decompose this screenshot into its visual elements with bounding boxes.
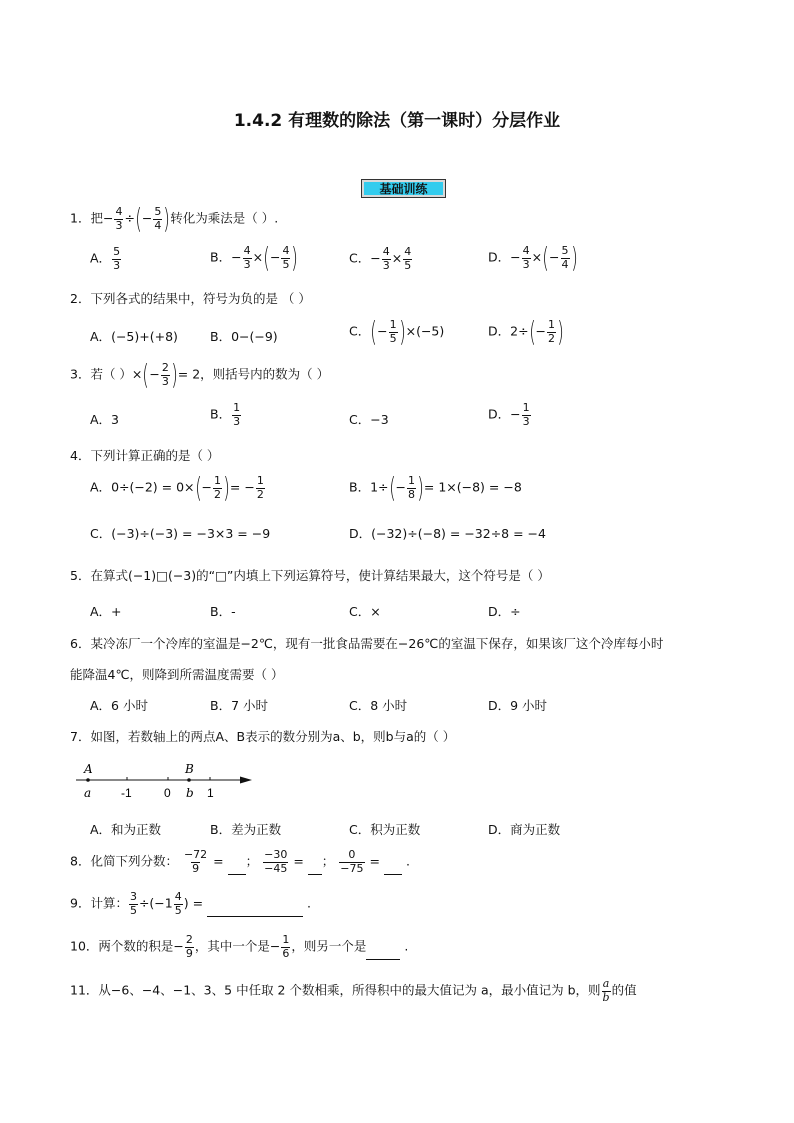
option-6a: A．6 小时 bbox=[90, 698, 148, 713]
point-b-label: B bbox=[185, 762, 194, 776]
question-1: 1．把− $\frac{4}{3}$ ÷(− $\frac{5}{4}$ )转化为乘法是（ ）. bbox=[70, 202, 279, 235]
number-line-figure bbox=[74, 760, 264, 806]
answer-blank[interactable] bbox=[384, 874, 402, 875]
option-1b: B．− $\frac{4}{3}$ ×(− $\frac{4}{5}$ ) bbox=[210, 241, 299, 274]
option-7c: C．积为正数 bbox=[349, 822, 421, 837]
option-7b: B．差为正数 bbox=[210, 822, 282, 837]
point-a-label: A bbox=[84, 762, 93, 776]
point-a bbox=[86, 778, 90, 782]
option-4b: B．1÷(− $\frac{1}{8}$ )= 1×(−8) = −8 bbox=[349, 471, 522, 504]
answer-blank[interactable] bbox=[366, 959, 400, 960]
answer-blank[interactable] bbox=[207, 916, 303, 917]
question-11: 11．从−6、−4、−1、3、5 中任取 2 个数相乘，所得积中的最大值记为 a，最小值记为 b，则 $\frac{a}{b}$ 的值 bbox=[70, 977, 637, 1004]
value-a-label: a bbox=[84, 786, 92, 800]
option-7a: A．和为正数 bbox=[90, 822, 162, 837]
fraction: $\frac{-30}{-45}$ bbox=[264, 848, 288, 875]
question-6-line-1: 6．某冷冻厂一个冷库的室温是−2℃，现有一批食品需要在−26℃的室温下保存，如果该厂这个冷库每小时 bbox=[70, 636, 664, 651]
option-4c: C．(−3)÷(−3) = −3×3 = −9 bbox=[90, 526, 271, 541]
option-5a: A．+ bbox=[90, 604, 122, 619]
section-label: 基础训练 bbox=[364, 182, 443, 195]
question-4: 4．下列计算正确的是（ ） bbox=[70, 448, 220, 463]
option-1c: C．− $\frac{4}{3}$ × $\frac{4}{5}$ bbox=[349, 245, 412, 272]
option-7d: D．商为正数 bbox=[488, 822, 561, 837]
option-3b: B． $\frac{1}{3}$ bbox=[210, 401, 241, 428]
option-5d: D．÷ bbox=[488, 604, 521, 619]
question-8: 8．化简下列分数： $\frac{-72}{9}$ = ； $\frac{-30}{-45}$ = ； $\frac{0}{-75}$ = . bbox=[70, 848, 410, 875]
option-4a: A．0÷(−2) = 0×(− $\frac{1}{2}$ )= − $\frac{1}{2}$ bbox=[90, 471, 264, 504]
option-3c: C．−3 bbox=[349, 412, 389, 427]
tick-minus-one-label: -1 bbox=[121, 786, 132, 800]
option-5b: B．- bbox=[210, 604, 236, 619]
option-1a: A． $\frac{5}{3}$ bbox=[90, 245, 121, 272]
option-2c: C．(− $\frac{1}{5}$ )×(−5) bbox=[349, 315, 445, 348]
option-3d: D．− $\frac{1}{3}$ bbox=[488, 401, 530, 428]
fraction: $\frac{5}{4}$ bbox=[154, 204, 162, 232]
question-5: 5．在算式(−1)□(−3)的“□”内填上下列运算符号，使计算结果最大，这个符号是（ ） bbox=[70, 568, 550, 583]
tick-one-label: 1 bbox=[207, 786, 214, 800]
question-9: 9．计算： $\frac{3}{5}$ ÷(−1 $\frac{4}{5}$ ) = . bbox=[70, 890, 312, 917]
option-2d: D．2÷(− $\frac{1}{2}$ ) bbox=[488, 315, 564, 348]
question-3: 3．若（ ）×(− $\frac{2}{3}$ )= 2，则括号内的数为（ ） bbox=[70, 358, 330, 391]
question-7: 7．如图，若数轴上的两点A、B表示的数分别为a、b，则b与a的（ ） bbox=[70, 729, 456, 744]
option-4d: D．(−32)÷(−8) = −32÷8 = −4 bbox=[349, 526, 546, 541]
section-header bbox=[361, 179, 446, 198]
option-6c: C．8 小时 bbox=[349, 698, 408, 713]
point-b bbox=[187, 778, 191, 782]
answer-blank[interactable] bbox=[308, 874, 322, 875]
option-1d: D．− $\frac{4}{3}$ ×(− $\frac{5}{4}$ ) bbox=[488, 241, 578, 274]
question-6-line-2: 能降温4℃，则降到所需温度需要（ ） bbox=[70, 667, 284, 682]
tick-zero-label: 0 bbox=[164, 786, 171, 800]
fraction: $\frac{0}{-75}$ bbox=[340, 848, 364, 875]
fraction: $\frac{-72}{9}$ bbox=[183, 848, 208, 875]
option-2b: B．0−(−9) bbox=[210, 329, 278, 344]
question-2: 2．下列各式的结果中，符号为负的是 （ ） bbox=[70, 291, 311, 306]
fraction: $\frac{4}{3}$ bbox=[115, 204, 123, 232]
axis-arrow bbox=[240, 777, 252, 784]
answer-blank[interactable] bbox=[228, 874, 246, 875]
option-3a: A．3 bbox=[90, 412, 120, 427]
page-title: 1.4.2 有理数的除法（第一课时）分层作业 bbox=[233, 111, 561, 131]
value-b-label: b bbox=[186, 786, 194, 800]
option-6b: B．7 小时 bbox=[210, 698, 269, 713]
option-2a: A．(−5)+(+8) bbox=[90, 329, 178, 344]
option-5c: C．× bbox=[349, 604, 381, 619]
option-6d: D．9 小时 bbox=[488, 698, 548, 713]
question-10: 10．两个数的积是− $\frac{2}{9}$ ，其中一个是− $\frac{1}{6}$ ，则另一个是 . bbox=[70, 933, 409, 960]
